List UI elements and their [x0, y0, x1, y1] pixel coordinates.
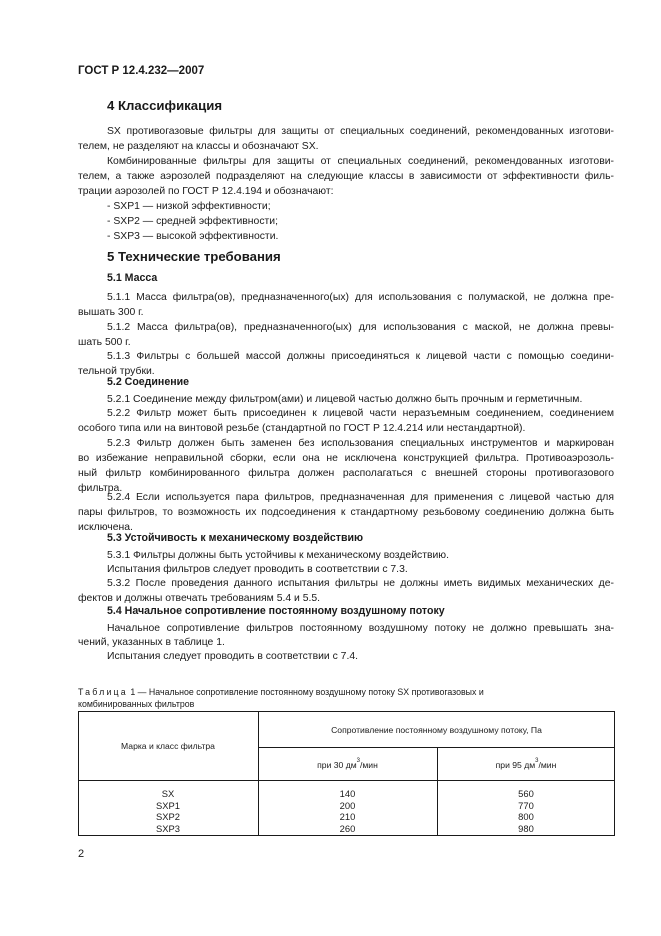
paragraph-cont: фектов и должны отвечать требованиям 5.4 и 5.5. — [78, 593, 321, 604]
paragraph-cont: чений, указанных в таблице 1. — [78, 637, 225, 648]
subsection-5-3-title: 5.3 Устойчивость к механическому воздействию — [107, 532, 364, 544]
table-cell: SXP1 — [156, 799, 180, 811]
paragraph-cont: телем, а также аэрозолей подразделяют на следующие классы в зависимости от эффективности филь- — [78, 171, 614, 182]
column-mark-values — [78, 788, 258, 834]
paragraph: 5.2.2 Фильтр может быть присоединен к лицевой части неразъемным соединением, соединением — [107, 408, 614, 419]
table-cell: SXP2 — [156, 811, 180, 822]
paragraph: 5.2.3 Фильтр должен быть заменен без использования специальных инструментов и маркирован — [107, 438, 614, 449]
paragraph: SX противогазовые фильтры для защиты от специальных соединений, рекомендованных изготови- — [107, 126, 614, 137]
table-cell: 800 — [518, 811, 534, 822]
paragraph-cont: вышать 300 г. — [78, 307, 144, 318]
page-number: 2 — [78, 848, 85, 860]
table-cell: SXP3 — [156, 822, 180, 834]
column-header-30: при 30 $дм^3$/мин — [317, 758, 378, 770]
paragraph: 5.2.4 Если используется пара фильтров, предназначенная для применения с лицевой частью для — [107, 492, 614, 503]
paragraph-cont: ный фильтр комбинированного фильтра должен располагаться с внешней стороны противогазового — [78, 468, 614, 479]
document-header: ГОСТ Р 12.4.232—2007 — [78, 65, 205, 77]
paragraph: 5.1.3 Фильтры с большей массой должны присоединяться к лицевой части с помощью соедини- — [107, 351, 614, 362]
section-4-title: 4 Классификация — [107, 98, 223, 113]
paragraph-cont: пары фильтров, то возможность их подсоединения к стандартному резьбовому соединению должна быть — [78, 507, 614, 518]
paragraph-cont: особого типа или на винтовой резьбе (стандартной по ГОСТ Р 12.4.214 или нестандартной). — [78, 423, 526, 434]
subsection-5-1-title: 5.1 Масса — [107, 272, 158, 284]
list-item: - SXP1 — низкой эффективности; — [107, 201, 271, 212]
paragraph: 5.1.1 Масса фильтра(ов), предназначенного(ых) для использования с полумаской, не должна пре- — [107, 292, 614, 303]
paragraph-cont: тельной трубки. — [78, 366, 155, 377]
subsection-5-4-title: 5.4 Начальное сопротивление постоянному воздушному потоку — [107, 605, 445, 617]
paragraph: Испытания следует проводить в соответствии с 7.4. — [107, 651, 358, 662]
table-cell: 260 — [339, 822, 356, 834]
paragraph: 5.1.2 Масса фильтра(ов), предназначенного(ых) для использования с маской, не должна превы- — [107, 322, 614, 333]
paragraph: 5.3.2 После проведения данного испытания фильтры не должны иметь видимых механических де- — [107, 578, 614, 589]
column-header-resistance: Сопротивление постоянному воздушному потоку, Па — [331, 725, 542, 735]
paragraph: Начальное сопротивление фильтров постоянному воздушному потоку не должно превышать зна- — [107, 623, 614, 634]
column-95-values — [437, 788, 615, 834]
table-cell: SX — [161, 788, 175, 799]
table-cell: 200 — [339, 799, 356, 811]
subsection-5-2-title: 5.2 Соединение — [107, 376, 190, 388]
section-5-title: 5 Технические требования — [107, 249, 281, 264]
column-30-values — [258, 788, 437, 834]
paragraph-cont: трации аэрозолей по ГОСТ Р 12.4.194 и обозначают: — [78, 186, 334, 197]
table-1 — [78, 711, 615, 836]
paragraph-cont: телем, не разделяют на классы и обозначают SX. — [78, 141, 319, 152]
column-header-95: при 95 $дм^3$/мин — [495, 758, 557, 770]
paragraph-cont: исключена. — [78, 522, 133, 533]
table-cell: 980 — [518, 822, 534, 834]
paragraph: 5.2.1 Соединение между фильтром(ами) и лицевой частью должно быть прочным и герметичным. — [107, 394, 583, 405]
list-item: - SXP3 — высокой эффективности. — [107, 231, 279, 242]
table-caption-cont: комбинированных фильтров — [78, 699, 195, 709]
paragraph: Комбинированные фильтры для защиты от специальных соединений, рекомендованных изготови- — [107, 156, 614, 167]
table-cell: 140 — [339, 788, 356, 799]
table-cell: 210 — [339, 811, 356, 822]
paragraph-cont: шать 500 г. — [78, 337, 131, 348]
column-header-mark: Марка и класс фильтра — [121, 741, 215, 751]
paragraph: Испытания фильтров следует проводить в соответствии с 7.3. — [107, 564, 408, 575]
table-caption: Таблица 1 — Начальное сопротивление постоянному воздушному потоку SX противогазовых и — [78, 687, 484, 697]
table-cell: 560 — [518, 788, 534, 799]
table-cell: 770 — [518, 799, 534, 811]
paragraph-cont: во избежание неправильной сборки, если она не исключена конструкцией фильтра. Противоаэрозоль- — [78, 453, 614, 464]
list-item: - SXP2 — средней эффективности; — [107, 216, 278, 227]
paragraph: 5.3.1 Фильтры должны быть устойчивы к механическому воздействию. — [107, 550, 449, 561]
paragraph-cont: фильтра. — [78, 483, 123, 494]
